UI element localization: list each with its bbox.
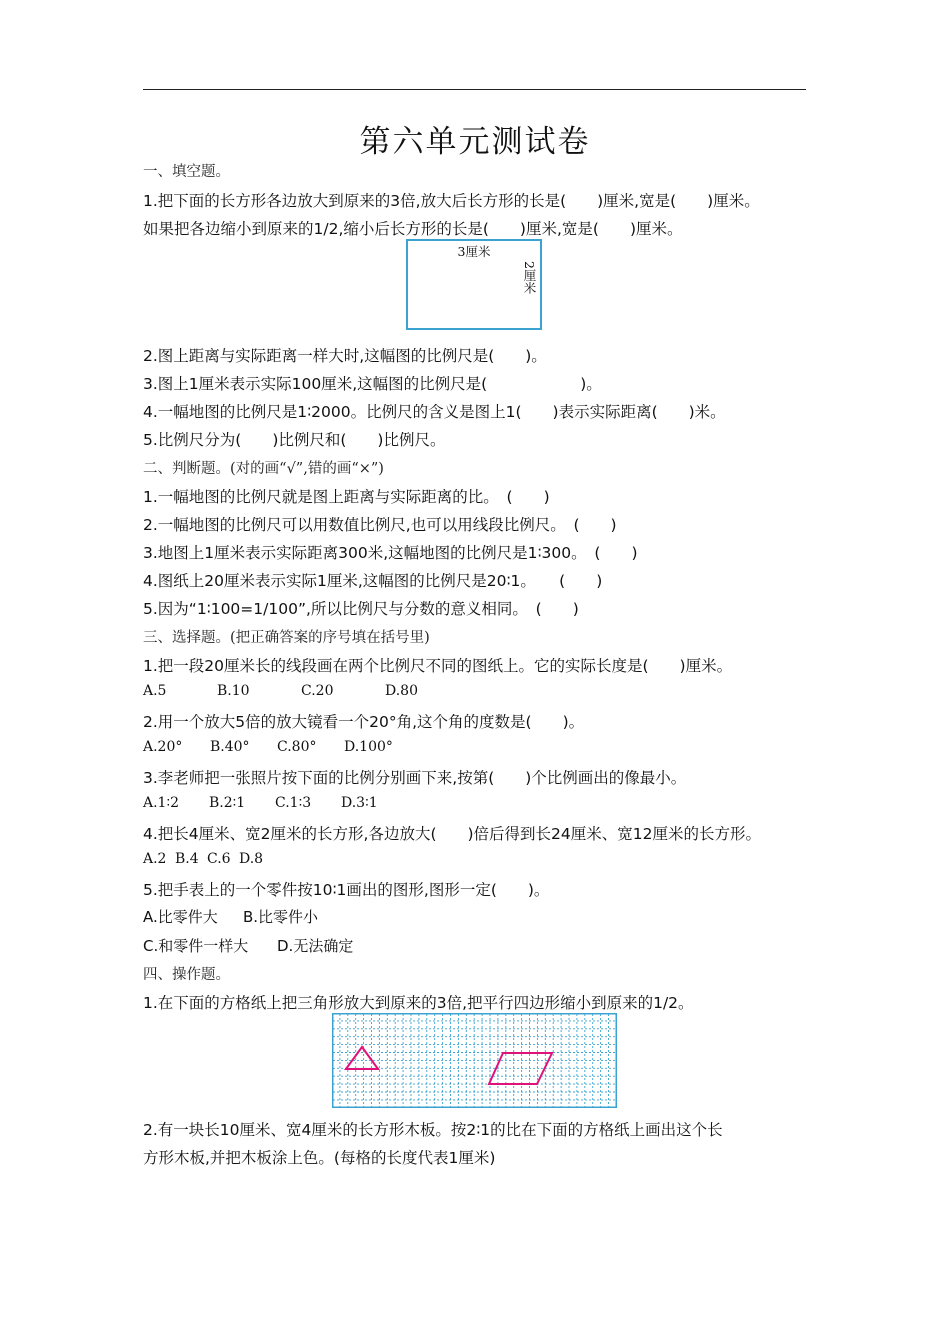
choice-q3-options <box>143 795 378 811</box>
option: C.20 <box>301 683 334 699</box>
fill-q1-line1: 1.把下面的长方形各边放大到原来的3倍,放大后长方形的长是( )厘米,宽是( )厘米。 <box>143 192 760 210</box>
option: D.8 <box>239 851 264 867</box>
option: B.比零件小 <box>243 908 319 926</box>
fill-q5: 5.比例尺分为( )比例尺和( )比例尺。 <box>143 431 446 449</box>
option: A.20° <box>143 739 183 755</box>
option: D.无法确定 <box>277 937 354 955</box>
choice-q3: 3.李老师把一张照片按下面的比例分别画下来,按第( )个比例画出的像最小。 <box>143 769 687 787</box>
rectangle-figure <box>406 239 542 330</box>
option: B.4 <box>175 851 199 867</box>
operate-q2-line2: 方形木板,并把木板涂上色。(每格的长度代表1厘米) <box>143 1149 496 1167</box>
option: A.5 <box>143 683 167 699</box>
fill-q4: 4.一幅地图的比例尺是1∶2000。比例尺的含义是图上1( )表示实际距离( )米。 <box>143 403 726 421</box>
section-choice-heading: 三、选择题。(把正确答案的序号填在括号里) <box>143 630 430 646</box>
fill-q2: 2.图上距离与实际距离一样大时,这幅图的比例尺是( )。 <box>143 347 547 365</box>
operate-q2-line1: 2.有一块长10厘米、宽4厘米的长方形木板。按2∶1的比在下面的方格纸上画出这个长 <box>143 1121 723 1139</box>
header-rule <box>143 89 806 90</box>
choice-q5-options-row2 <box>143 935 353 956</box>
option: A.2 <box>143 851 167 867</box>
section-fill-heading: 一、填空题。 <box>143 164 230 180</box>
rectangle-width-label: 2厘米 <box>522 261 537 294</box>
judge-q3: 3.地图上1厘米表示实际距离300米,这幅地图的比例尺是1∶300。 ( ) <box>143 544 638 562</box>
choice-q4: 4.把长4厘米、宽2厘米的长方形,各边放大( )倍后得到长24厘米、宽12厘米的长方形。 <box>143 825 761 843</box>
judge-q1: 1.一幅地图的比例尺就是图上距离与实际距离的比。 ( ) <box>143 488 550 506</box>
option: C.和零件一样大 <box>143 937 249 955</box>
option: C.1∶3 <box>275 795 312 811</box>
judge-q5: 5.因为“1∶100=1/100”,所以比例尺与分数的意义相同。 ( ) <box>143 600 579 618</box>
option: B.10 <box>217 683 250 699</box>
choice-q1-options <box>143 683 418 699</box>
choice-q1: 1.把一段20厘米长的线段画在两个比例尺不同的图纸上。它的实际长度是( )厘米。 <box>143 657 733 675</box>
page-title: 第六单元测试卷 <box>359 124 591 160</box>
section-operate-heading: 四、操作题。 <box>143 967 230 983</box>
option: D.100° <box>344 739 393 755</box>
operate-q1: 1.在下面的方格纸上把三角形放大到原来的3倍,把平行四边形缩小到原来的1/2。 <box>143 994 694 1012</box>
grid-paper-figure <box>332 1013 617 1108</box>
choice-q2: 2.用一个放大5倍的放大镜看一个20°角,这个角的度数是( )。 <box>143 713 585 731</box>
choice-q4-options <box>143 851 263 867</box>
section-judge-heading: 二、判断题。(对的画“√”,错的画“×”) <box>143 461 384 477</box>
grid-lines <box>333 1014 616 1108</box>
option: B.2∶1 <box>209 795 246 811</box>
option: B.40° <box>210 739 250 755</box>
judge-q2: 2.一幅地图的比例尺可以用数值比例尺,也可以用线段比例尺。 ( ) <box>143 516 617 534</box>
triangle-shape <box>346 1047 378 1069</box>
rectangle-length-label: 3厘米 <box>457 244 491 259</box>
fill-q1-line2: 如果把各边缩小到原来的1/2,缩小后长方形的长是( )厘米,宽是( )厘米。 <box>143 220 683 238</box>
option: D.3∶1 <box>341 795 378 811</box>
option: C.6 <box>207 851 231 867</box>
option: C.80° <box>277 739 317 755</box>
choice-q5-options-row1 <box>143 906 318 927</box>
option: D.80 <box>385 683 418 699</box>
choice-q5: 5.把手表上的一个零件按10∶1画出的图形,图形一定( )。 <box>143 881 550 899</box>
option: A.1∶2 <box>143 795 180 811</box>
option: A.比零件大 <box>143 908 218 926</box>
choice-q2-options <box>143 739 393 755</box>
judge-q4: 4.图纸上20厘米表示实际1厘米,这幅图的比例尺是20∶1。 ( ) <box>143 572 603 590</box>
fill-q3: 3.图上1厘米表示实际100厘米,这幅图的比例尺是( )。 <box>143 375 602 393</box>
